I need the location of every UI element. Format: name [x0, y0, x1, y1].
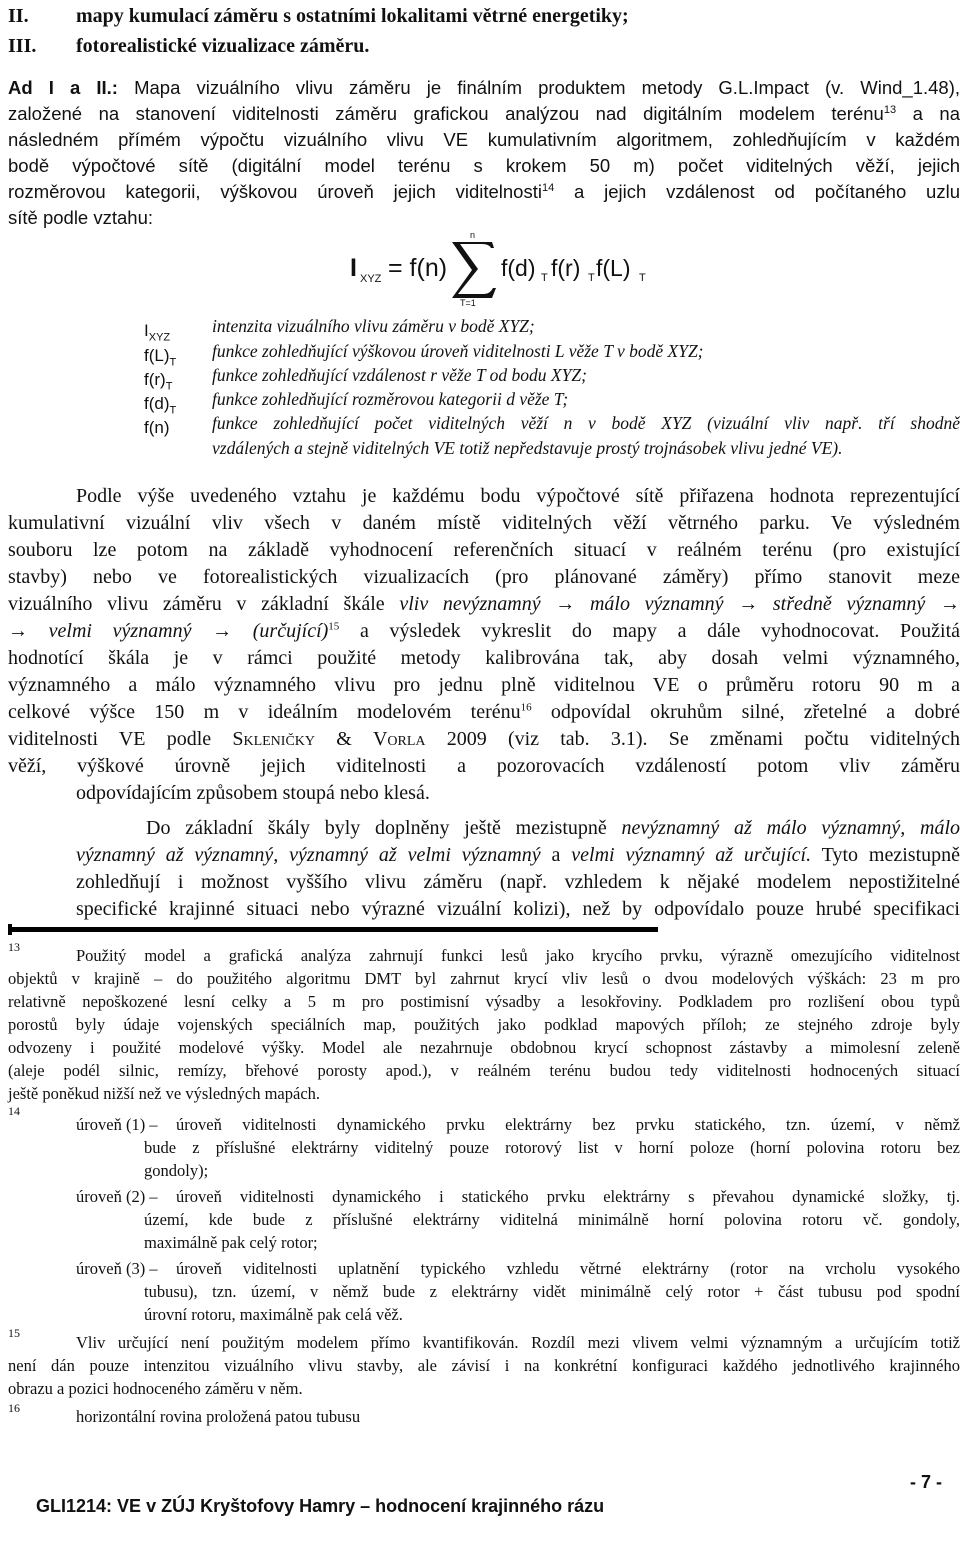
legend-desc: funkce zohledňující rozměrovou kategorii d věže T;: [212, 389, 569, 409]
formula-term-sub: T: [639, 272, 646, 284]
footnote-line: úroveň viditelnosti uplatnění typického vzhledu větrné elektrárny (rotor na vrcholu vysokého: [176, 1259, 960, 1278]
legend-symbol: $f(r)_T$: [144, 370, 173, 393]
footnote-line: Použitý model a grafická analýza zahrnují funkci lesů jako krycího prvku, výrazně omezujícího viditelnost: [76, 946, 960, 965]
author-name: Vorla: [372, 728, 426, 750]
formula-lhs: I: [350, 254, 357, 282]
footnote-line: úroveň viditelnosti dynamického i statického prvku elektrárny s převahou dynamické složky, tj.: [176, 1187, 960, 1206]
footnote-ref: 15: [328, 620, 340, 633]
footnote-ref: 14: [541, 181, 555, 194]
ad-label: Ad I a II.:: [8, 77, 118, 98]
page-number: - 7 -: [909, 1472, 942, 1492]
scale-terms: vliv nevýznamný → málo významný → středně významný →: [399, 593, 960, 615]
footnote-line: úroveň viditelnosti dynamického prvku elektrárny bez prvku statického, tzn. území, v němž: [176, 1115, 960, 1134]
paragraph-line: vizuálního vlivu záměru v základní škále vliv nevýznamný → málo významný → středně významný →: [8, 593, 960, 615]
footnote-line: odvozeny i použité modelové výšky. Model ale nezahrnuje obdobnou krycí schopnost zástavby a mimolesní zeleně: [8, 1038, 960, 1057]
author-name: Skleničky: [232, 728, 316, 750]
footnote-line: (aleje podél silnic, remízy, břehové porosty apod.), v reálném terénu budou tedy viditelnosti hodnocených situací: [8, 1061, 960, 1080]
legend-symbol: $f(d)_T$: [144, 394, 177, 417]
legend-desc: funkce zohledňující výškovou úroveň viditelnosti L věže T v bodě XYZ;: [212, 341, 704, 361]
paragraph-line: Podle výše uvedeného vztahu je každému bodu výpočtové sítě přiřazena hodnota reprezentující: [76, 485, 960, 507]
formula: [348, 228, 652, 306]
paragraph-line: bodě výpočtové sítě (digitální model terénu s krokem 50 m) počet viditelných věží, jejich: [8, 155, 960, 176]
footnote-line: objektů v krajině – do použitého algoritmu DMT byl zahrnut krycí vliv lesů o dvou modelových výškách: 23 m pro: [8, 969, 960, 988]
paragraph-line: odpovídajícím způsobem stoupá nebo klesá.: [76, 782, 430, 804]
footnote-ref: 13: [883, 103, 897, 116]
footnote-line: tubusu), tzn. území, v němž bude z elektrárny vidět minimálně celý rotor + část tubusu pod spodní: [144, 1282, 960, 1301]
paragraph-line: souboru lze potom na základě vyhodnocení referenčních situací v reálném terénu (pro existující: [8, 539, 960, 561]
paragraph-line: významný až významný, významný až velmi významný a velmi významný až určující. Tyto mezistupně: [76, 844, 960, 866]
legend-desc-cont: vzdálených a stejně viditelných VE totiž nepředstavuje prostý trojnásobek vlivu jedné VE).: [212, 438, 843, 458]
formula-sum-top: n: [470, 230, 476, 240]
legend-symbol: $I_{XYZ}$: [144, 321, 171, 344]
list-item-text: mapy kumulací záměru s ostatními lokalitami větrné energetiky;: [76, 5, 629, 27]
footnote-line: Vliv určující není použitým modelem přímo kvantifikován. Rozdíl mezi vlivem velmi významným a určujícím totiž: [76, 1333, 960, 1352]
paragraph-line: specifické krajinné situaci nebo výrazné vizuální kolizi), než by odpovídalo pouze hrubé specifikaci: [76, 898, 960, 920]
footnote-number: 13: [8, 940, 20, 954]
paragraph-line: sítě podle vztahu:: [8, 207, 154, 228]
footnote-line: ještě poněkud nižší než ve výsledných mapách.: [8, 1084, 321, 1103]
footnote-number: 14: [8, 1104, 20, 1118]
paragraph-line: rozměrovou kategorii, výškovou úroveň jejich viditelnosti$^{14}$ a jejich vzdálenost od počítaného uzlu: [8, 181, 960, 202]
formula-graphic: [348, 228, 652, 306]
level-label: úroveň (1) –: [76, 1115, 158, 1134]
formula-term: f(d): [501, 255, 536, 281]
footnote-separator-cap: [8, 924, 12, 935]
paragraph-line: významného a málo významného vlivu pro jednu plně viditelnou VE o průměru rotoru 90 m a: [8, 674, 960, 696]
formula-term: f(r): [551, 255, 581, 281]
footnote-line: území, kde bude z příslušné elektrárny viditelná minimálně horní polovina rotoru vč. gondoly,: [144, 1210, 960, 1229]
legend-symbol: $f(L)_T$: [144, 346, 177, 369]
footnote-line: horizontální rovina proložená patou tubusu: [76, 1407, 361, 1426]
paragraph-line: zohledňují i možnost vyššího vlivu záměru (např. vzhledem k nějaké modelem nepostižitelné: [76, 871, 960, 893]
paragraph-line: Do základní škály byly doplněny ještě mezistupně nevýznamný až málo významný, málo: [146, 817, 960, 839]
paragraph-line: celkové výšce 150 m v ideálním modelovém terénu$^{16}$ odpovídal okruhům silné, zřetelné a dobré: [8, 701, 960, 723]
paragraph-line: hodnotící škála je v rámci použité metody kalibrována tak, aby dosah velmi významného,: [8, 647, 960, 669]
sigma-symbol: [452, 242, 496, 298]
paragraph-line: založené na stanovení viditelnosti záměru grafickou analýzou nad digitálním modelem terénu$^{13}$ a na: [8, 103, 960, 124]
formula-eq: = f(n): [388, 254, 448, 282]
paragraph-line: Ad I a II.: Mapa vizuálního vlivu záměru je finálním produktem metody G.L.Impact (v. Wind_1.48),: [8, 77, 960, 98]
paragraph-line: následném přímém výpočtu vizuálního vlivu VE kumulativním algoritmem, zohledňujícím v každém: [8, 129, 960, 150]
formula-lhs-sub: XYZ: [360, 273, 382, 285]
footnote-line: relativně nepoškozené lesní celky a 5 m pro postimisní výsadby a lesokřoviny. Podkladem pro rozlišení obou typů: [8, 992, 960, 1011]
footnote-line: maximálně pak celý rotor;: [144, 1233, 318, 1252]
footnote-separator: [8, 927, 658, 932]
footnote-line: úrovní rotoru, maximálně pak celá věž.: [144, 1305, 403, 1324]
list-item-text: fotorealistické vizualizace záměru.: [76, 35, 370, 57]
footnote-line: porostů byly údaje vojenských speciálních map, použitých jako podklad mapových příloh; ze stejného zdroje byly: [8, 1015, 960, 1034]
paragraph-line: stavby) nebo ve fotorealistických vizualizacích (pro plánované záměry) přímo stanovit meze: [8, 566, 960, 588]
legend-symbol: f(n): [144, 418, 170, 437]
paragraph-line: → velmi významný → (určující)$^{15}$ a výsledek vykreslit do mapy a dále vyhodnocovat. Použitá: [8, 620, 960, 642]
formula-term: f(L): [596, 255, 631, 281]
footnote-line: obrazu a pozici hodnoceného záměru v něm.: [8, 1379, 303, 1398]
page-footer: [26, 1470, 942, 1542]
list-number: II.: [8, 5, 29, 27]
paragraph-line: věží, výškové úrovně jejich viditelnosti a pozorovacích vzdáleností potom vliv záměru: [8, 755, 960, 777]
footer-title: GLI1214: VE v ZÚJ Kryštofovy Hamry – hodnocení krajinného rázu: [36, 1496, 605, 1516]
footnote-number: 16: [8, 1401, 20, 1415]
list-number: III.: [8, 35, 37, 57]
formula-term-sub: T: [588, 272, 595, 284]
formula-sum-bottom: T=1: [460, 298, 476, 306]
legend-desc: funkce zohledňující počet viditelných věží n v bodě XYZ (vizuální vliv např. tří shodně: [212, 413, 960, 433]
footnote-line: gondoly);: [144, 1161, 209, 1180]
footnote-number: 15: [8, 1326, 20, 1340]
formula-term-sub: T: [541, 272, 548, 284]
legend-desc: funkce zohledňující vzdálenost r věže T od bodu XYZ;: [212, 365, 587, 385]
level-label: úroveň (3) –: [76, 1259, 158, 1278]
paragraph-line: kumulativní vizuální vliv všech v daném místě viditelných věží větrného parku. Ve výsledném: [8, 512, 960, 534]
level-label: úroveň (2) –: [76, 1187, 158, 1206]
footnote-ref: 16: [520, 701, 532, 714]
footnote-line: bude z příslušné elektrárny viditelný pouze rotorový list v horní poloze (horní polovina rotoru bez: [144, 1138, 960, 1157]
footnote-line: není dán pouze intenzitou vizuálního vlivu stavby, ale závisí i na konkrétní konfiguraci každého jednotlivého krajinného: [8, 1356, 960, 1375]
paragraph-line: viditelnosti VE podle Skleničky & Vorla 2009 (viz tab. 3.1). Se změnami počtu viditelných: [8, 728, 960, 750]
legend-desc: intenzita vizuálního vlivu záměru v bodě XYZ;: [212, 316, 535, 336]
